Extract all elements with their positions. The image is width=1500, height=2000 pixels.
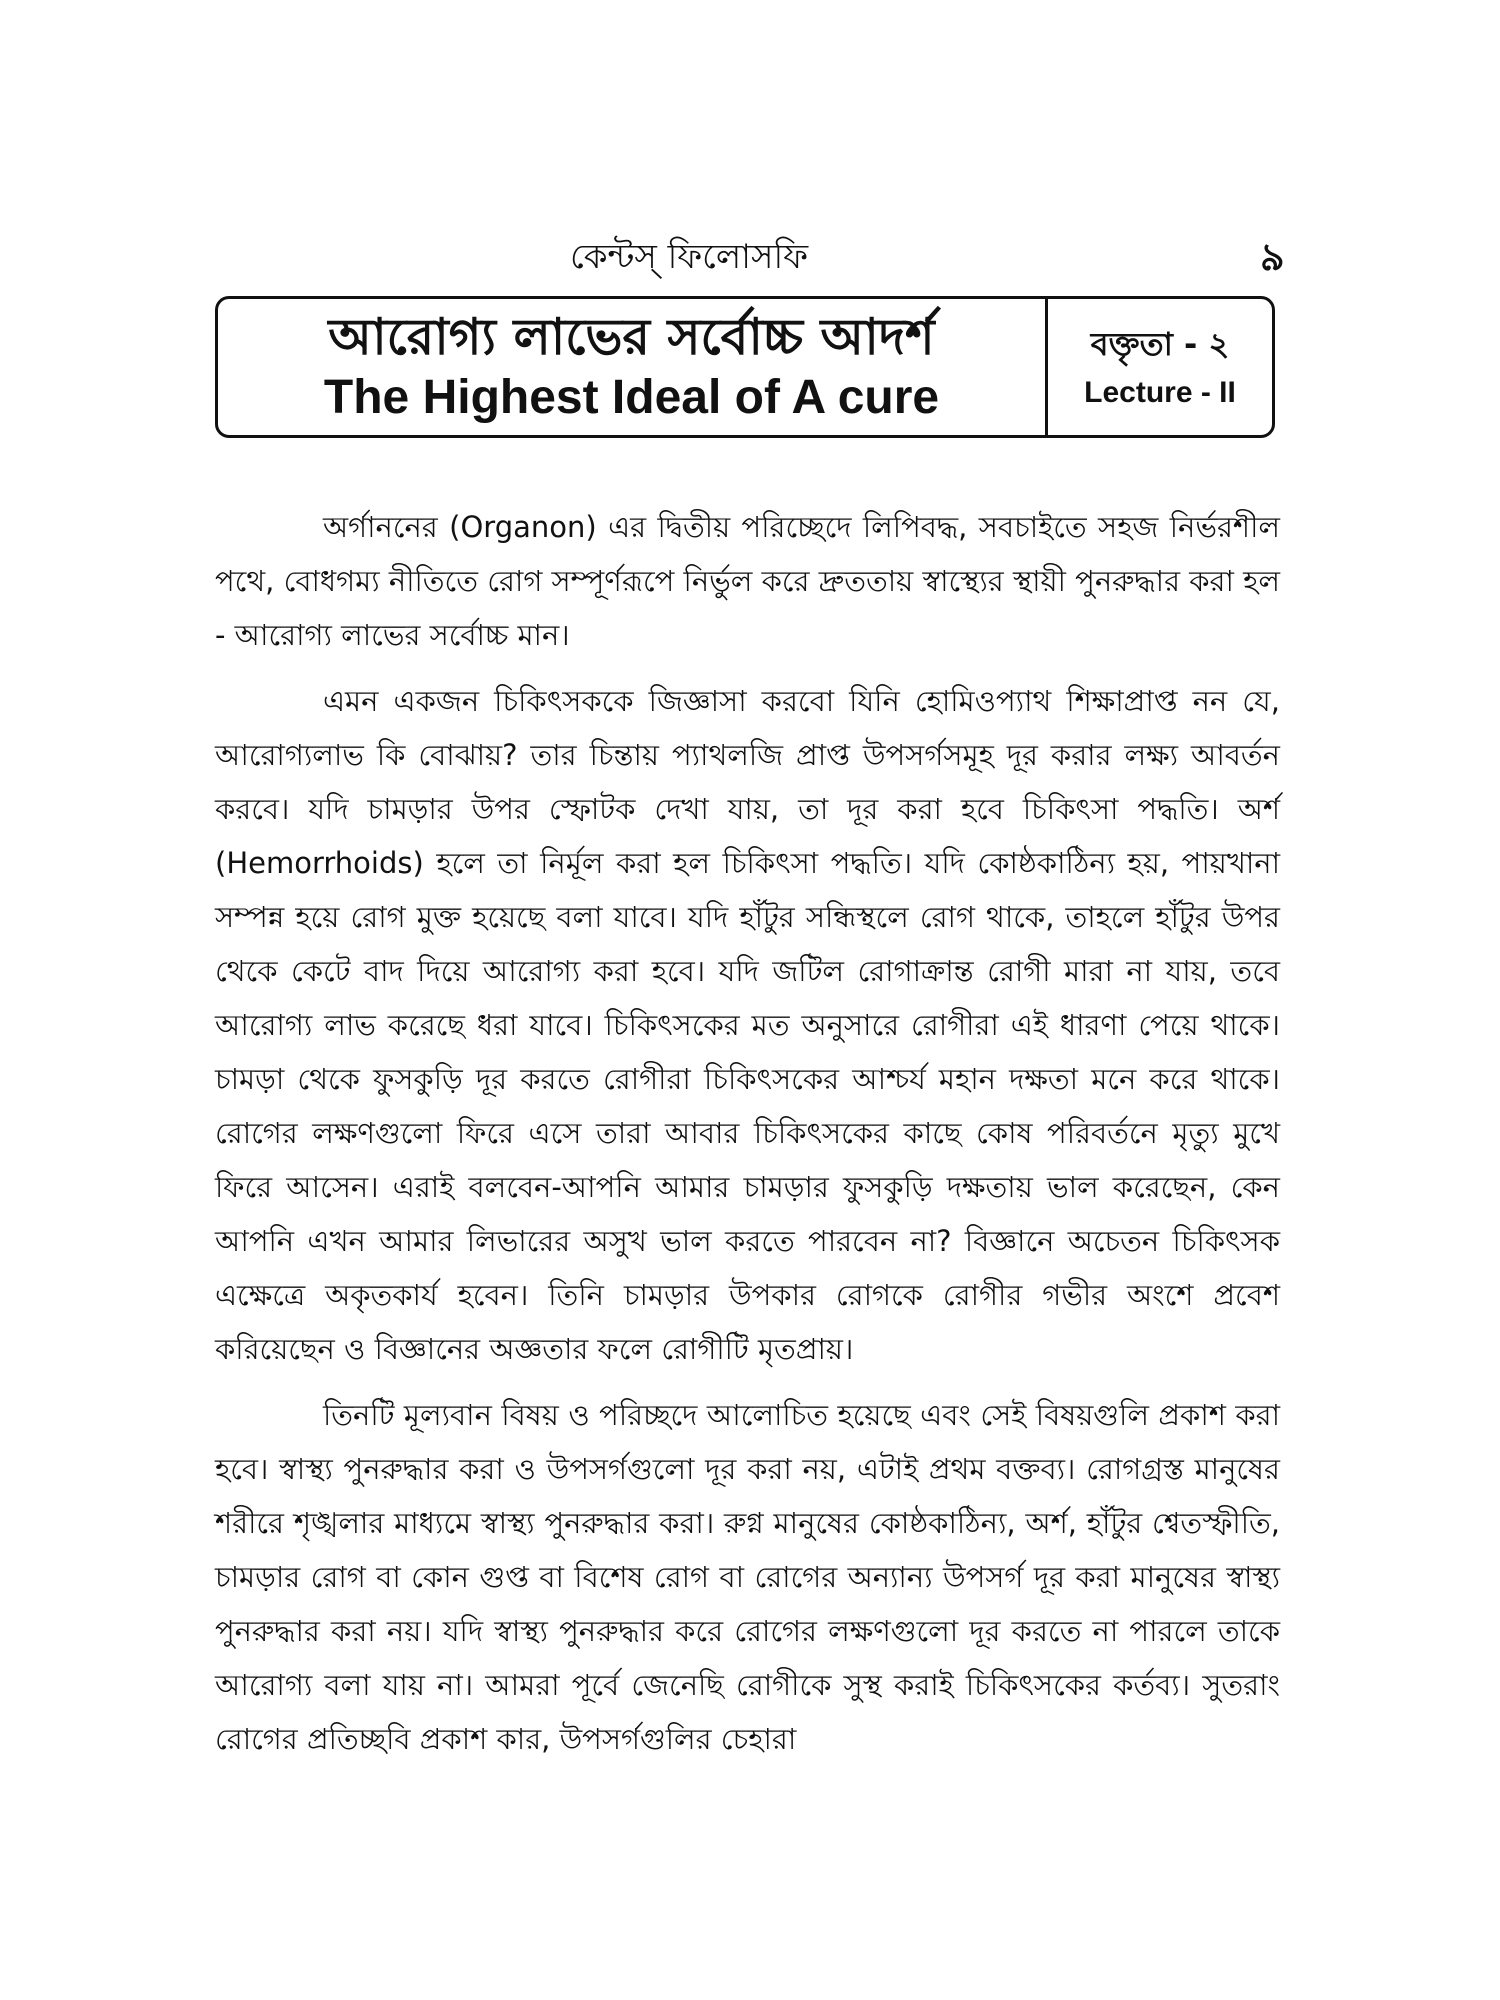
chapter-title [218, 299, 1048, 435]
lecture-label [1048, 299, 1272, 435]
paragraph-3: তিনটি মূল্যবান বিষয় ও পরিচ্ছদে আলোচিত হয়েছে এবং সেই বিষয়গুলি প্রকাশ করা হবে। স্বাস্থ্য পুনরুদ্ধার করা ও উপসর্গগুলো দূর করা নয়, এটাই প্রথম বক্তব্য। রোগগ্রস্ত মানুষের শরীরে শৃঙ্খলার মাধ্যমে স্বাস্থ্য পুনরুদ্ধার করা। রুগ্ন মানুষের কোষ্ঠকাঠিন্য, অর্শ, হাঁটুর শ্বেতস্ফীতি, চামড়ার রোগ বা কোন গুপ্ত বা বিশেষ রোগ বা রোগের অন্যান্য উপসর্গ দূর করা মানুষের স্বাস্থ্য পুনরুদ্ধার করা নয়। যদি স্বাস্থ্য পুনরুদ্ধার করে রোগের লক্ষণগুলো দূর করতে না পারলে তাকে আরোগ্য বলা যায় না। আমরা পূর্বে জেনেছি রোগীকে সুস্থ করাই চিকিৎসকের কর্তব্য। সুতরাং রোগের প্রতিচ্ছবি প্রকাশ কার, উপসর্গগুলির চেহারা [215, 1398, 1280, 1756]
chapter-title-box [215, 296, 1275, 438]
running-header [0, 232, 1500, 282]
lecture-label-bengali: বক্তৃতা - ২ [1090, 325, 1230, 363]
chapter-title-bengali: আরোগ্য লাভের সর্বোচ্চ আদর্শ [328, 308, 935, 366]
body-text [215, 500, 1280, 1778]
running-title: কেন্টস্ ফিলোসফি [570, 237, 809, 277]
paragraph-1: অর্গাননের (Organon) এর দ্বিতীয় পরিচ্ছেদে লিপিবদ্ধ, সবচাইতে সহজ নির্ভরশীল পথে, বোধগম্য নীতিতে রোগ সম্পূর্ণরূপে নির্ভুল করে দ্রুততায় স্বাস্থ্যের স্থায়ী পুনরুদ্ধার করা হল - আরোগ্য লাভের সর্বোচ্চ মান। [215, 510, 1280, 652]
lecture-label-english: Lecture - II [1084, 376, 1236, 409]
paragraph-2: এমন একজন চিকিৎসককে জিজ্ঞাসা করবো যিনি হোমিওপ্যাথ শিক্ষাপ্রাপ্ত নন যে, আরোগ্যলাভ কি বোঝায়? তার চিন্তায় প্যাথলজি প্রাপ্ত উপসর্গসমূহ দূর করার লক্ষ্য আবর্তন করবে। যদি চামড়ার উপর স্ফোটক দেখা যায়, তা দূর করা হবে চিকিৎসা পদ্ধতি। অর্শ (Hemorrhoids) হলে তা নির্মূল করা হল চিকিৎসা পদ্ধতি। যদি কোষ্ঠকাঠিন্য হয়, পায়খানা সম্পন্ন হয়ে রোগ মুক্ত হয়েছে বলা যাবে। যদি হাঁটুর সন্ধিস্থলে রোগ থাকে, তাহলে হাঁটুর উপর থেকে কেটে বাদ দিয়ে আরোগ্য করা হবে। যদি জটিল রোগাক্রান্ত রোগী মারা না যায়, তবে আরোগ্য লাভ করেছে ধরা যাবে। চিকিৎসকের মত অনুসারে রোগীরা এই ধারণা পেয়ে থাকে। চামড়া থেকে ফুসকুড়ি দূর করতে রোগীরা চিকিৎসকের আশ্চর্য মহান দক্ষতা মনে করে থাকে। রোগের লক্ষণগুলো ফিরে এসে তারা আবার চিকিৎসকের কাছে কোষ পরিবর্তনে মৃত্যু মুখে ফিরে আসেন। এরাই বলবেন-আপনি আমার চামড়ার ফুসকুড়ি দক্ষতায় ভাল করেছেন, কেন আপনি এখন আমার লিভারের অসুখ ভাল করতে পারবেন না? বিজ্ঞানে অচেতন চিকিৎসক এক্ষেত্রে অকৃতকার্য হবেন। তিনি চামড়ার উপকার রোগকে রোগীর গভীর অংশে প্রবেশ করিয়েছেন ও বিজ্ঞানের অজ্ঞতার ফলে রোগীটি মৃতপ্রায়। [215, 684, 1280, 1366]
chapter-title-english: The Highest Ideal of A cure [323, 371, 940, 424]
page-number: ৯ [1260, 235, 1285, 279]
